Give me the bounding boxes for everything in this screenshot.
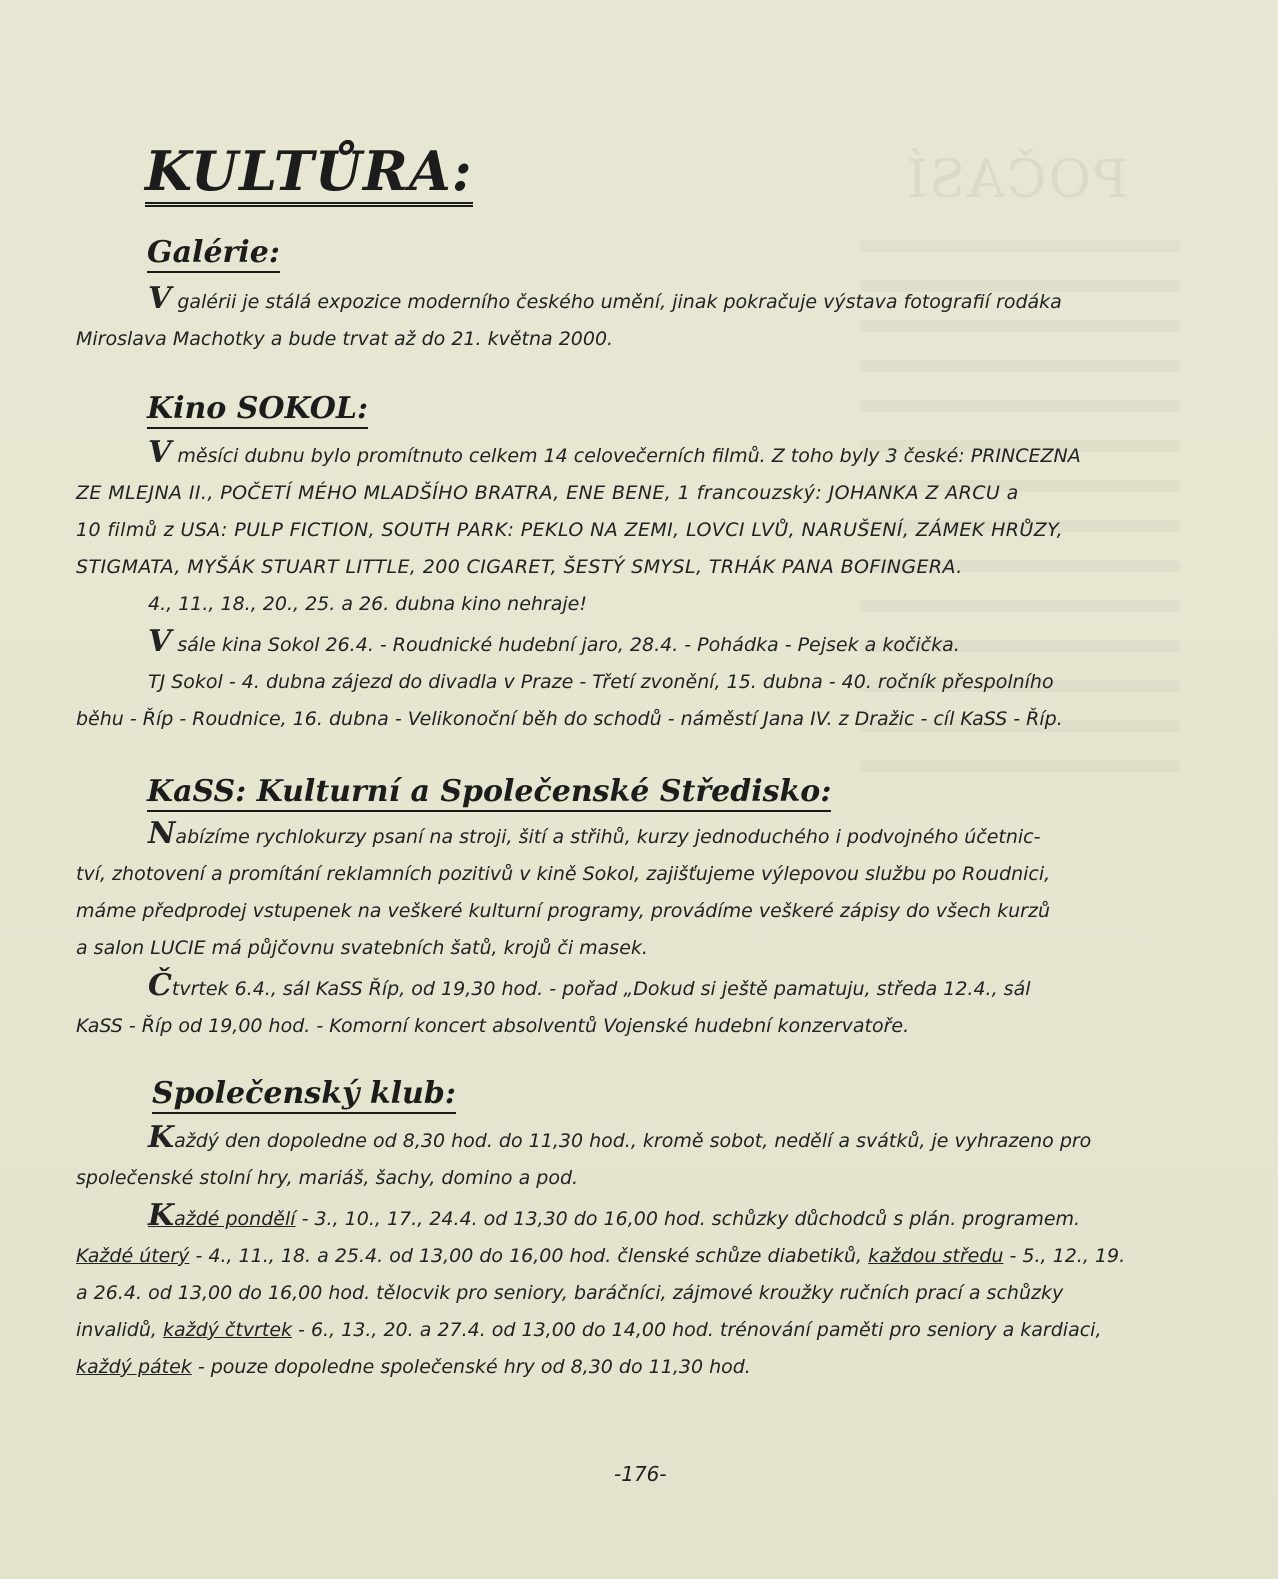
section-heading-galerie: Galérie: bbox=[147, 236, 280, 273]
drop-letter: K bbox=[148, 1120, 175, 1155]
underlined-text: každou středu bbox=[868, 1245, 1004, 1267]
drop-letter: V bbox=[148, 435, 172, 470]
section-heading-kass: KaSS: Kulturní a Společenské Středisko: bbox=[147, 775, 831, 812]
text-line: a 26.4. od 13,00 do 16,00 hod. tělocvik pro seniory, baráčníci, zájmové kroužky ručních prací a schůzky bbox=[76, 1282, 1064, 1304]
text-line: invalidů, bbox=[76, 1319, 163, 1341]
page-number: -176- bbox=[614, 1462, 667, 1486]
text-line: aždý den dopoledne od 8,30 hod. do 11,30 hod., kromě sobot, nedělí a svátků, je vyhrazeno pro bbox=[174, 1130, 1092, 1152]
section-heading-klub: Společenský klub: bbox=[152, 1077, 456, 1114]
drop-letter: K bbox=[148, 1198, 175, 1233]
klub-paragraph bbox=[76, 1119, 1156, 1386]
text-line: tvrtek 6.4., sál KaSS Říp, od 19,30 hod. - pořad „Dokud si ještě pamatuju, středa 12.4., sál bbox=[171, 978, 1031, 1000]
section-heading-kino: Kino SOKOL: bbox=[147, 392, 368, 429]
text-line: abízíme rychlokurzy psaní na stroji, šití a střihů, kurzy jednoduchého i podvojného účetnic- bbox=[175, 826, 1041, 848]
text-line: měsíci dubnu bylo promítnuto celkem 14 celovečerních filmů. Z toho byly 3 české: PRINCEZNA bbox=[171, 445, 1081, 467]
kino-paragraph bbox=[76, 434, 1156, 738]
text-line: galérii je stálá expozice moderního českého umění, jinak pokračuje výstava fotografií rodáka bbox=[171, 291, 1062, 313]
text-line: - 5., 12., 19. bbox=[1003, 1245, 1126, 1267]
text-line: 4., 11., 18., 20., 25. a 26. dubna kino nehraje! bbox=[148, 593, 587, 615]
text-line: 10 filmů z USA: PULP FICTION, SOUTH PARK: PEKLO NA ZEMI, LOVCI LVŮ, NARUŠENÍ, ZÁMEK HRŮZY, bbox=[76, 519, 1064, 541]
text-line: - 3., 10., 17., 24.4. od 13,30 do 16,00 hod. schůzky důchodců s plán. programem. bbox=[295, 1208, 1081, 1230]
drop-letter: V bbox=[148, 624, 172, 659]
text-line: - 6., 13., 20. a 27.4. od 13,00 do 14,00 hod. trénování paměti pro seniory a kardiaci, bbox=[292, 1319, 1102, 1341]
text-line: Miroslava Machotky a bude trvat až do 21. května 2000. bbox=[76, 328, 614, 350]
show-through-heading: POČASÍ bbox=[905, 150, 1129, 210]
galerie-paragraph bbox=[76, 280, 1156, 358]
text-line: STIGMATA, MYŠÁK STUART LITTLE, 200 CIGARET, ŠESTÝ SMYSL, TRHÁK PANA BOFINGERA. bbox=[76, 556, 963, 578]
drop-letter: Č bbox=[148, 968, 172, 1003]
underlined-text: aždé pondělí bbox=[174, 1208, 296, 1230]
text-line: a salon LUCIE má půjčovnu svatebních šatů, krojů či masek. bbox=[76, 937, 648, 959]
text-line: - pouze dopoledne společenské hry od 8,30 do 11,30 hod. bbox=[191, 1356, 751, 1378]
text-line: KaSS - Říp od 19,00 hod. - Komorní koncert absolventů Vojenské hudební konzervatoře. bbox=[76, 1015, 910, 1037]
underlined-text: každý pátek bbox=[76, 1356, 192, 1378]
text-line: máme předprodej vstupenek na veškeré kulturní programy, provádíme veškeré zápisy do všech kurzů bbox=[76, 900, 1051, 922]
text-line: - 4., 11., 18. a 25.4. od 13,00 do 16,00 hod. členské schůze diabetiků, bbox=[189, 1245, 869, 1267]
underlined-text: každý čtvrtek bbox=[162, 1319, 293, 1341]
text-line: společenské stolní hry, mariáš, šachy, domino a pod. bbox=[76, 1167, 579, 1189]
text-line: ZE MLEJNA II., POČETÍ MÉHO MLADŠÍHO BRATRA, ENE BENE, 1 francouzský: JOHANKA Z ARCU a bbox=[76, 482, 1019, 504]
text-line: sále kina Sokol 26.4. - Roudnické hudební jaro, 28.4. - Pohádka - Pejsek a kočička. bbox=[171, 634, 960, 656]
page-title: KULTŮRA: bbox=[145, 142, 473, 207]
drop-letter: V bbox=[148, 281, 172, 316]
text-line: TJ Sokol - 4. dubna zájezd do divadla v Praze - Třetí zvonění, 15. dubna - 40. ročník přespolního bbox=[148, 671, 1054, 693]
drop-letter: N bbox=[148, 816, 176, 851]
underlined-text: Každé úterý bbox=[76, 1245, 190, 1267]
kass-paragraph bbox=[76, 815, 1156, 1045]
text-line: běhu - Říp - Roudnice, 16. dubna - Velikonoční běh do schodů - náměstí Jana IV. z Dražic - cíl KaSS - Říp. bbox=[76, 708, 1063, 730]
text-line: tví, zhotovení a promítání reklamních pozitivů v kině Sokol, zajišťujeme výlepovou službu po Roudnici, bbox=[76, 863, 1051, 885]
